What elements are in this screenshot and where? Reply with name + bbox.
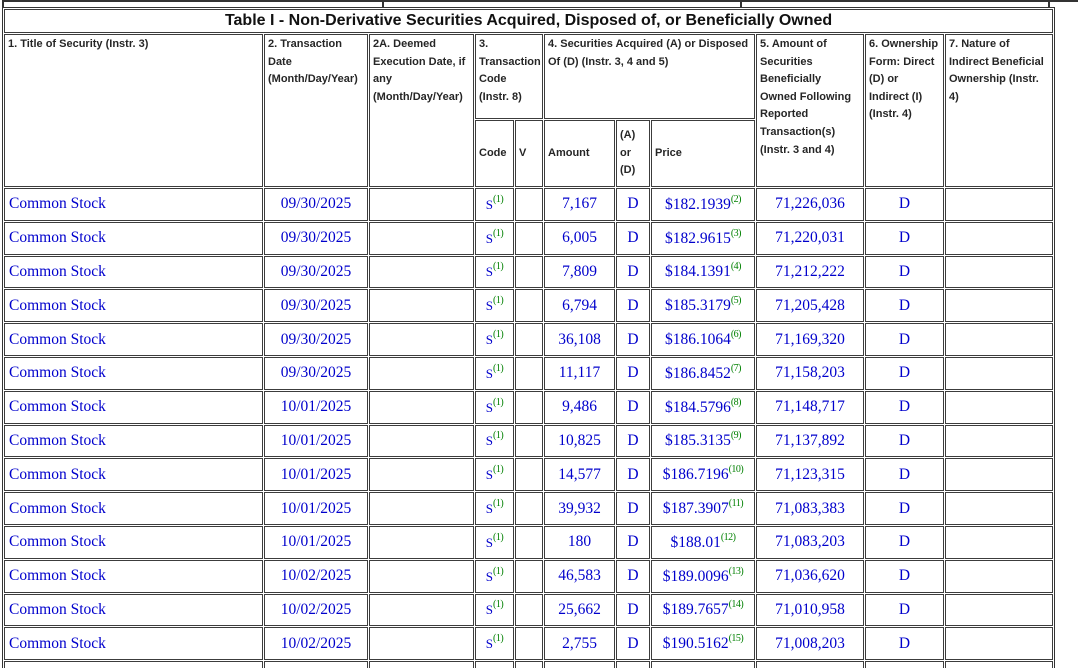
footnote-ref: (14) bbox=[728, 599, 744, 611]
footnote-ref: (1) bbox=[493, 261, 504, 273]
cell-deemed-execution-date bbox=[369, 458, 474, 491]
cell-acquired-or-disposed: D bbox=[616, 526, 650, 559]
cell-nature-indirect bbox=[945, 289, 1053, 322]
cell-v bbox=[515, 627, 543, 660]
table-row bbox=[4, 425, 1053, 458]
cell-deemed-execution-date bbox=[369, 357, 474, 390]
cell-security-title bbox=[4, 661, 263, 668]
header-title-of-security: 1. Title of Security (Instr. 3) bbox=[4, 34, 263, 187]
cell-nature-indirect bbox=[945, 391, 1053, 424]
cell-amount: 7,809 bbox=[544, 256, 615, 289]
table-row bbox=[4, 222, 1053, 255]
cell-acquired-or-disposed: D bbox=[616, 289, 650, 322]
cell-deemed-execution-date bbox=[369, 188, 474, 221]
footnote-ref: (10) bbox=[728, 464, 744, 476]
cell-transaction-date bbox=[264, 661, 368, 668]
cell-deemed-execution-date bbox=[369, 526, 474, 559]
cell-ownership-form: D bbox=[865, 391, 944, 424]
cell-v bbox=[515, 323, 543, 356]
cell-price: $189.7657$^{(14)}$ bbox=[651, 594, 755, 627]
cell-nature-indirect bbox=[945, 357, 1053, 390]
cell-transaction-code: S$^{(1)}$ bbox=[475, 594, 514, 627]
cell-security-title: Common Stock bbox=[4, 357, 263, 390]
cell-price: $187.3907$^{(11)}$ bbox=[651, 492, 755, 525]
cell-ownership-form: D bbox=[865, 222, 944, 255]
cell-shares-owned-following: 71,123,315 bbox=[756, 458, 864, 491]
footnote-ref: (1) bbox=[493, 193, 504, 205]
cell-shares-owned-following: 71,212,222 bbox=[756, 256, 864, 289]
cell-acquired-or-disposed: D bbox=[616, 222, 650, 255]
cell-deemed-execution-date bbox=[369, 256, 474, 289]
cell-shares-owned-following: 71,036,620 bbox=[756, 560, 864, 593]
table-row bbox=[4, 391, 1053, 424]
cell-transaction-date: 10/02/2025 bbox=[264, 560, 368, 593]
cell-acquired-or-disposed: D bbox=[616, 323, 650, 356]
cell-transaction-date: 09/30/2025 bbox=[264, 289, 368, 322]
cell-amount: 10,825 bbox=[544, 425, 615, 458]
cell-transaction-date: 10/01/2025 bbox=[264, 526, 368, 559]
cell-deemed-execution-date bbox=[369, 289, 474, 322]
cell-transaction-code: S$^{(1)}$ bbox=[475, 560, 514, 593]
cell-amount: 36,108 bbox=[544, 323, 615, 356]
cell-ownership-form: D bbox=[865, 256, 944, 289]
cell-ownership-form bbox=[865, 661, 944, 668]
cell-shares-owned-following: 71,083,203 bbox=[756, 526, 864, 559]
header-nature-indirect-ownership: 7. Nature of Indirect Beneficial Ownership (Instr. 4) bbox=[945, 34, 1053, 187]
cell-price: $189.0096$^{(13)}$ bbox=[651, 560, 755, 593]
cell-amount: 2,755 bbox=[544, 627, 615, 660]
cell-v bbox=[515, 594, 543, 627]
cell-transaction-code bbox=[475, 661, 514, 668]
cell-amount: 14,577 bbox=[544, 458, 615, 491]
cell-ownership-form: D bbox=[865, 357, 944, 390]
cell-acquired-or-disposed: D bbox=[616, 391, 650, 424]
cell-transaction-code: S$^{(1)}$ bbox=[475, 357, 514, 390]
cell-transaction-date: 09/30/2025 bbox=[264, 188, 368, 221]
cell-price: $186.8452$^{(7)}$ bbox=[651, 357, 755, 390]
cell-shares-owned-following: 71,158,203 bbox=[756, 357, 864, 390]
cell-shares-owned-following: 71,010,958 bbox=[756, 594, 864, 627]
header-deemed-execution-date: 2A. Deemed Execution Date, if any (Month/Day/Year) bbox=[369, 34, 474, 187]
footnote-ref: (1) bbox=[493, 227, 504, 239]
cell-ownership-form: D bbox=[865, 526, 944, 559]
cell-nature-indirect bbox=[945, 661, 1053, 668]
footnote-ref: (4) bbox=[730, 261, 742, 273]
cell-shares-owned-following: 71,008,203 bbox=[756, 627, 864, 660]
cell-price: $182.9615$^{(3)}$ bbox=[651, 222, 755, 255]
cell-amount: 6,005 bbox=[544, 222, 615, 255]
cell-deemed-execution-date bbox=[369, 560, 474, 593]
cell-amount: 7,167 bbox=[544, 188, 615, 221]
cell-price: $182.1939$^{(2)}$ bbox=[651, 188, 755, 221]
footnote-ref: (1) bbox=[493, 633, 504, 645]
footnote-ref: (8) bbox=[730, 396, 742, 408]
cell-acquired-or-disposed: D bbox=[616, 627, 650, 660]
header-securities-acquired-disposed: 4. Securities Acquired (A) or Disposed Of (D) (Instr. 3, 4 and 5) bbox=[544, 34, 755, 119]
cell-transaction-date: 10/01/2025 bbox=[264, 391, 368, 424]
cell-transaction-date: 09/30/2025 bbox=[264, 256, 368, 289]
table-header-row bbox=[4, 34, 1053, 119]
cell-v bbox=[515, 289, 543, 322]
cell-ownership-form: D bbox=[865, 594, 944, 627]
cell-acquired-or-disposed: D bbox=[616, 492, 650, 525]
cell-transaction-date: 10/01/2025 bbox=[264, 458, 368, 491]
cell-amount: 6,794 bbox=[544, 289, 615, 322]
cell-transaction-code: S$^{(1)}$ bbox=[475, 526, 514, 559]
cell-ownership-form: D bbox=[865, 425, 944, 458]
cell-deemed-execution-date bbox=[369, 661, 474, 668]
non-derivative-table bbox=[2, 7, 1055, 668]
cell-transaction-code: S$^{(1)}$ bbox=[475, 458, 514, 491]
cell-ownership-form: D bbox=[865, 492, 944, 525]
footnote-ref: (15) bbox=[728, 633, 744, 645]
cell-security-title: Common Stock bbox=[4, 323, 263, 356]
cell-v bbox=[515, 560, 543, 593]
footnote-ref: (1) bbox=[493, 464, 504, 476]
footnote-ref: (1) bbox=[493, 565, 504, 577]
cell-v bbox=[515, 188, 543, 221]
cell-ownership-form: D bbox=[865, 458, 944, 491]
cell-price: $184.1391$^{(4)}$ bbox=[651, 256, 755, 289]
cell-amount: 39,932 bbox=[544, 492, 615, 525]
cell-nature-indirect bbox=[945, 594, 1053, 627]
table-row bbox=[4, 289, 1053, 322]
cell-acquired-or-disposed: D bbox=[616, 425, 650, 458]
cell-nature-indirect bbox=[945, 526, 1053, 559]
table-row bbox=[4, 627, 1053, 660]
cell-acquired-or-disposed: D bbox=[616, 560, 650, 593]
cell-v bbox=[515, 458, 543, 491]
cell-security-title: Common Stock bbox=[4, 526, 263, 559]
cell-transaction-code: S$^{(1)}$ bbox=[475, 627, 514, 660]
cell-v bbox=[515, 526, 543, 559]
cell-v bbox=[515, 492, 543, 525]
cell-price: $186.1064$^{(6)}$ bbox=[651, 323, 755, 356]
cell-v bbox=[515, 256, 543, 289]
cell-deemed-execution-date bbox=[369, 594, 474, 627]
cell-transaction-code: S$^{(1)}$ bbox=[475, 323, 514, 356]
footnote-ref: (1) bbox=[493, 497, 504, 509]
cell-shares-owned-following: 71,137,892 bbox=[756, 425, 864, 458]
table-row bbox=[4, 526, 1053, 559]
footnote-ref: (1) bbox=[493, 531, 504, 543]
cell-nature-indirect bbox=[945, 425, 1053, 458]
cell-shares-owned-following: 71,205,428 bbox=[756, 289, 864, 322]
footnote-ref: (12) bbox=[720, 531, 736, 543]
cell-security-title: Common Stock bbox=[4, 425, 263, 458]
cell-ownership-form: D bbox=[865, 188, 944, 221]
cell-v bbox=[515, 391, 543, 424]
cell-transaction-date: 09/30/2025 bbox=[264, 222, 368, 255]
table-title-row bbox=[4, 9, 1053, 33]
cell-transaction-code: S$^{(1)}$ bbox=[475, 391, 514, 424]
cell-nature-indirect bbox=[945, 560, 1053, 593]
footnote-ref: (1) bbox=[493, 599, 504, 611]
subheader-v: V bbox=[515, 120, 543, 187]
cell-price: $185.3179$^{(5)}$ bbox=[651, 289, 755, 322]
footnote-ref: (1) bbox=[493, 362, 504, 374]
footnote-ref: (13) bbox=[728, 565, 744, 577]
cell-deemed-execution-date bbox=[369, 391, 474, 424]
cell-v bbox=[515, 425, 543, 458]
cell-security-title: Common Stock bbox=[4, 289, 263, 322]
header-ownership-form: 6. Ownership Form: Direct (D) or Indirect (I) (Instr. 4) bbox=[865, 34, 944, 187]
cell-amount: 180 bbox=[544, 526, 615, 559]
table-row bbox=[4, 458, 1053, 491]
cell-price: $185.3135$^{(9)}$ bbox=[651, 425, 755, 458]
cell-deemed-execution-date bbox=[369, 492, 474, 525]
cell-amount: 11,117 bbox=[544, 357, 615, 390]
footnote-ref: (7) bbox=[730, 362, 742, 374]
header-transaction-code: 3. Transaction Code (Instr. 8) bbox=[475, 34, 543, 119]
cell-ownership-form: D bbox=[865, 323, 944, 356]
cell-transaction-date: 09/30/2025 bbox=[264, 357, 368, 390]
table-row bbox=[4, 188, 1053, 221]
cell-transaction-code: S$^{(1)}$ bbox=[475, 256, 514, 289]
footnote-ref: (2) bbox=[730, 193, 742, 205]
cell-transaction-code: S$^{(1)}$ bbox=[475, 492, 514, 525]
header-transaction-date: 2. Transaction Date (Month/Day/Year) bbox=[264, 34, 368, 187]
cell-deemed-execution-date bbox=[369, 425, 474, 458]
cell-acquired-or-disposed: D bbox=[616, 357, 650, 390]
cell-amount: 9,486 bbox=[544, 391, 615, 424]
subheader-code: Code bbox=[475, 120, 514, 187]
table-row bbox=[4, 357, 1053, 390]
cell-security-title: Common Stock bbox=[4, 560, 263, 593]
cell-deemed-execution-date bbox=[369, 323, 474, 356]
cell-ownership-form: D bbox=[865, 289, 944, 322]
footnote-ref: (3) bbox=[730, 227, 742, 239]
cell-transaction-code: S$^{(1)}$ bbox=[475, 425, 514, 458]
cell-nature-indirect bbox=[945, 492, 1053, 525]
cell-transaction-code: S$^{(1)}$ bbox=[475, 188, 514, 221]
cell-price: $190.5162$^{(15)}$ bbox=[651, 627, 755, 660]
cell-transaction-code: S$^{(1)}$ bbox=[475, 289, 514, 322]
cell-security-title: Common Stock bbox=[4, 256, 263, 289]
cell-transaction-date: 10/01/2025 bbox=[264, 425, 368, 458]
table-title: Table I - Non-Derivative Securities Acquired, Disposed of, or Beneficially Owned bbox=[4, 9, 1053, 33]
cell-transaction-date: 10/02/2025 bbox=[264, 627, 368, 660]
cell-security-title: Common Stock bbox=[4, 391, 263, 424]
cell-shares-owned-following: 71,148,717 bbox=[756, 391, 864, 424]
table-row bbox=[4, 560, 1053, 593]
cell-v bbox=[515, 661, 543, 668]
footnote-ref: (1) bbox=[493, 295, 504, 307]
column-divider bbox=[1048, 2, 1050, 7]
cell-price: $188.01$^{(12)}$ bbox=[651, 526, 755, 559]
cell-acquired-or-disposed: D bbox=[616, 188, 650, 221]
cell-acquired-or-disposed bbox=[616, 661, 650, 668]
cell-transaction-date: 09/30/2025 bbox=[264, 323, 368, 356]
cell-nature-indirect bbox=[945, 222, 1053, 255]
cell-v bbox=[515, 357, 543, 390]
cell-amount: 25,662 bbox=[544, 594, 615, 627]
cell-shares-owned-following bbox=[756, 661, 864, 668]
column-divider bbox=[740, 2, 742, 7]
cell-shares-owned-following: 71,226,036 bbox=[756, 188, 864, 221]
subheader-amount: Amount bbox=[544, 120, 615, 187]
cell-price: $184.5796$^{(8)}$ bbox=[651, 391, 755, 424]
cell-security-title: Common Stock bbox=[4, 627, 263, 660]
cell-amount: 46,583 bbox=[544, 560, 615, 593]
header-amount-beneficially-owned: 5. Amount of Securities Beneficially Owned Following Reported Transaction(s) (Instr. 3 and 4) bbox=[756, 34, 864, 187]
cell-shares-owned-following: 71,169,320 bbox=[756, 323, 864, 356]
cell-deemed-execution-date bbox=[369, 627, 474, 660]
cell-ownership-form: D bbox=[865, 627, 944, 660]
cell-transaction-date: 10/01/2025 bbox=[264, 492, 368, 525]
cell-transaction-date: 10/02/2025 bbox=[264, 594, 368, 627]
table-row bbox=[4, 256, 1053, 289]
cell-nature-indirect bbox=[945, 188, 1053, 221]
table-row bbox=[4, 323, 1053, 356]
cell-shares-owned-following: 71,083,383 bbox=[756, 492, 864, 525]
cell-amount bbox=[544, 661, 615, 668]
cell-security-title: Common Stock bbox=[4, 594, 263, 627]
cell-security-title: Common Stock bbox=[4, 188, 263, 221]
cell-nature-indirect bbox=[945, 458, 1053, 491]
cell-security-title: Common Stock bbox=[4, 458, 263, 491]
cell-nature-indirect bbox=[945, 627, 1053, 660]
cell-security-title: Common Stock bbox=[4, 222, 263, 255]
cell-security-title: Common Stock bbox=[4, 492, 263, 525]
previous-table-bottom-edge bbox=[2, 0, 1078, 7]
cell-acquired-or-disposed: D bbox=[616, 458, 650, 491]
cell-deemed-execution-date bbox=[369, 222, 474, 255]
subheader-a-or-d: (A) or (D) bbox=[616, 120, 650, 187]
subheader-price: Price bbox=[651, 120, 755, 187]
cell-nature-indirect bbox=[945, 256, 1053, 289]
footnote-ref: (11) bbox=[728, 497, 744, 509]
cell-shares-owned-following: 71,220,031 bbox=[756, 222, 864, 255]
cell-transaction-code: S$^{(1)}$ bbox=[475, 222, 514, 255]
table-row bbox=[4, 661, 1053, 668]
cell-nature-indirect bbox=[945, 323, 1053, 356]
cell-price: $186.7196$^{(10)}$ bbox=[651, 458, 755, 491]
footnote-ref: (1) bbox=[493, 430, 504, 442]
cell-ownership-form: D bbox=[865, 560, 944, 593]
footnote-ref: (1) bbox=[493, 329, 504, 340]
column-divider bbox=[382, 2, 384, 7]
table-row bbox=[4, 594, 1053, 627]
cell-acquired-or-disposed: D bbox=[616, 594, 650, 627]
cell-v bbox=[515, 222, 543, 255]
footnote-ref: (5) bbox=[730, 295, 742, 307]
footnote-ref: (6) bbox=[730, 329, 742, 340]
cell-acquired-or-disposed: D bbox=[616, 256, 650, 289]
cell-price bbox=[651, 661, 755, 668]
footnote-ref: (1) bbox=[493, 396, 504, 408]
table-row bbox=[4, 492, 1053, 525]
footnote-ref: (9) bbox=[730, 430, 742, 442]
